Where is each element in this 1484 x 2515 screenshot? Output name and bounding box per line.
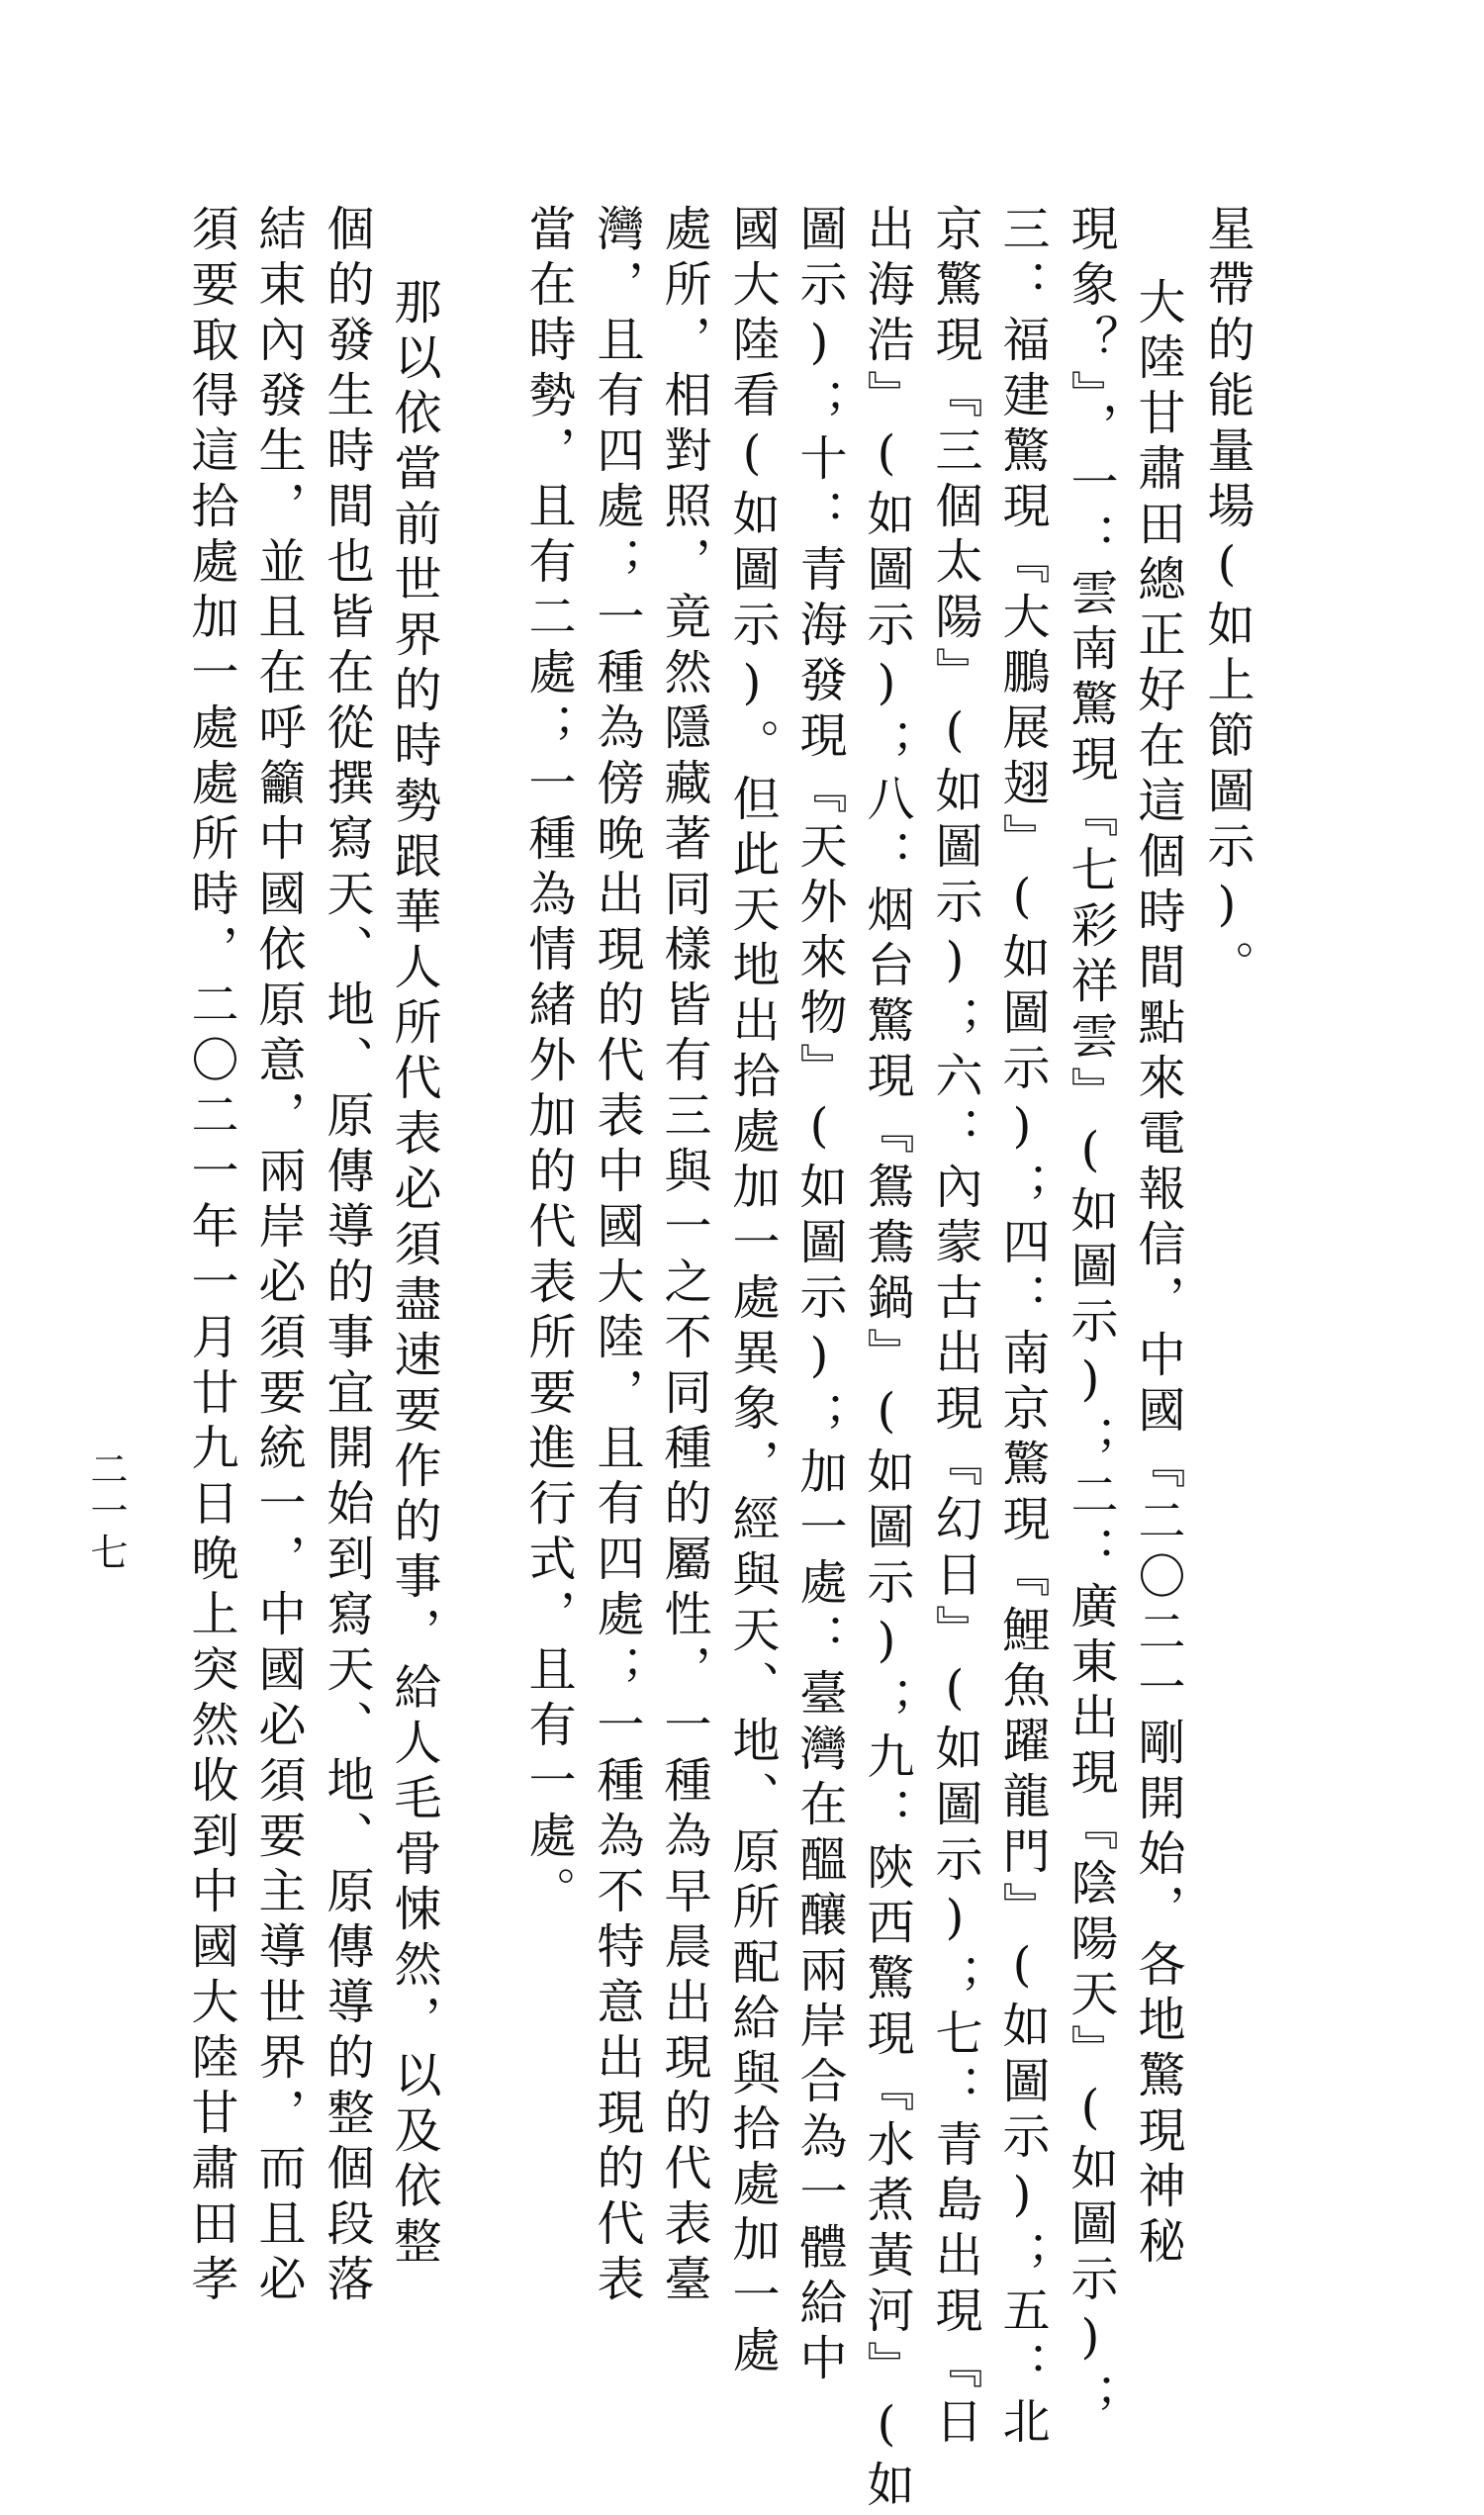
paragraph2-column-3: 結束內發生，並且在呼籲中國依原意，兩岸必須要統一，中國必須要主導世界，而且必 bbox=[250, 204, 306, 2309]
text-column-8: 處所，相對照，竟然隱藏著同樣皆有三與一之不同種的屬性，一種為早晨出現的代表臺 bbox=[656, 204, 711, 2309]
paragraph2-column-2: 個的發生時間也皆在從撰寫天、地、原傳導的事宜開始到寫天、地、原傳導的整個段落 bbox=[319, 204, 374, 2309]
section-heading: 星帶的能量場(如上節圖示)。 bbox=[1199, 204, 1254, 995]
text-column-5: 出海浩』(如圖示)；八：烟台驚現『鴛鴦鍋』(如圖示)；九：陝西驚現『水煮黃河』(如 bbox=[859, 204, 914, 2515]
page-number: 二一七 bbox=[84, 1449, 128, 1574]
text-column-4: 京驚現『三個太陽』(如圖示)；六：內蒙古出現『幻日』(如圖示)；七：青島出現『日 bbox=[927, 204, 982, 2452]
text-column-6: 圖示)；十：青海發現『天外來物』(如圖示)；加一處：臺灣在醞釀兩岸合為一體給中 bbox=[791, 204, 847, 2388]
text-column-7: 國大陸看(如圖示)。但此天地出拾處加一處異象，經與天、地、原所配給與拾處加一處 bbox=[724, 204, 780, 2380]
text-column-9: 灣，且有四處；一種為傍晚出現的代表中國大陸，且有四處；一種為不特意出現的代表 bbox=[589, 204, 644, 2309]
paragraph2-column-1: 那以依當前世界的時勢跟華人所代表必須盡速要作的事，給人毛骨悚然，以及依整 bbox=[386, 277, 441, 2272]
text-column-1: 大陸甘肅田總正好在這個時間點來電報信，中國『二〇二一剛開始，各地驚現神秘 bbox=[1130, 277, 1185, 2272]
text-column-3: 三：福建驚現『大鵬展翅』(如圖示)；四：南京驚現『鯉魚躍龍門』(如圖示)；五：北 bbox=[994, 204, 1050, 2452]
text-column-10: 當在時勢，且有二處；一種為情緒外加的代表所要進行式，且有一處。 bbox=[520, 204, 576, 1921]
paragraph2-column-4: 須要取得這拾處加一處處所時，二〇二一年一月廿九日晚上突然收到中國大陸甘肅田孝 bbox=[183, 204, 238, 2309]
text-column-2: 現象？』，一：雲南驚現『七彩祥雲』(如圖示)；二：廣東出現『陰陽天』(如圖示)； bbox=[1063, 204, 1118, 2428]
